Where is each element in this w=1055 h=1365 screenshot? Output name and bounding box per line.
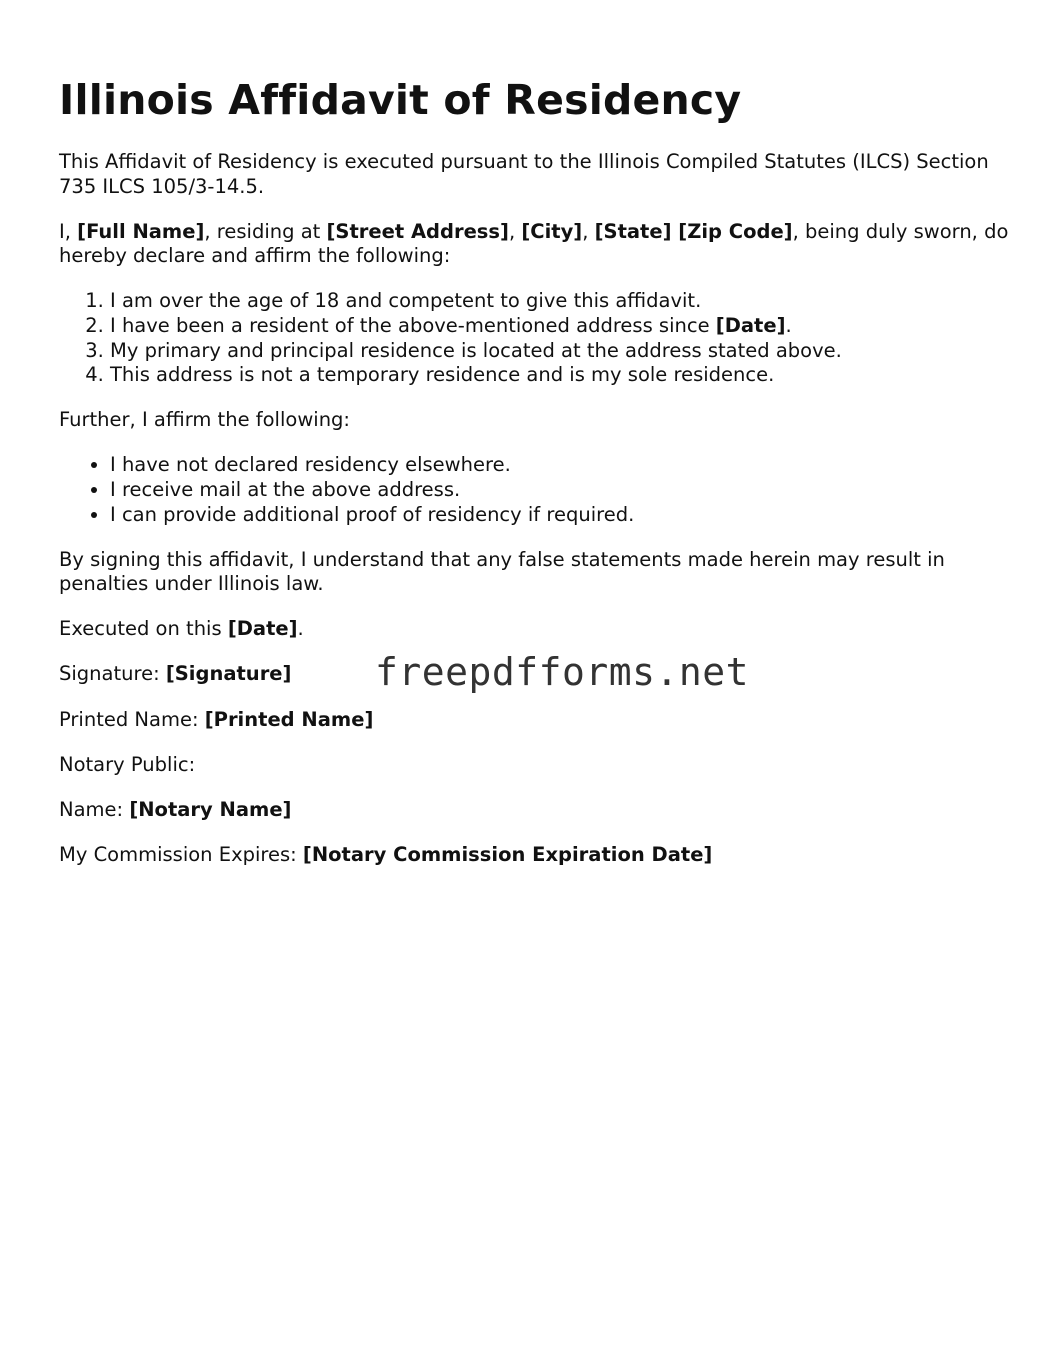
executed-end: .: [297, 617, 304, 641]
notary-name-placeholder: [Notary Name]: [129, 797, 292, 821]
residency-date-placeholder: [Date]: [715, 313, 786, 337]
residency-since-text: I have been a resident of the above-mentioned address since: [110, 313, 716, 337]
intro-paragraph: This Affidavit of Residency is executed pursuant to the Illinois Compiled Statutes (ILCS) Section 735 ILCS 105/3-14.5.: [59, 150, 989, 198]
list-item: 4. This address is not a temporary residence and is my sole residence.: [110, 363, 1009, 388]
list-item: • I have not declared residency elsewhere.: [110, 453, 1009, 478]
residency-since-end: .: [785, 313, 792, 337]
printed-name-label: Printed Name:: [59, 707, 205, 731]
street-address-placeholder: [Street Address]: [326, 219, 509, 243]
list-item: 3. My primary and principal residence is located at the address stated above.: [110, 339, 1009, 364]
declaration-text-5: , being duly sworn, do hereby declare and affirm the following:: [59, 219, 1009, 268]
full-name-placeholder: [Full Name]: [77, 219, 205, 243]
signature-placeholder: [Signature]: [165, 662, 292, 686]
signature-line: [59, 650, 1009, 695]
further-affirm-text: Further, I affirm the following:: [59, 408, 350, 432]
list-item: [110, 314, 1009, 339]
watermark: freepdfforms.net: [375, 650, 750, 695]
executed-label: Executed on this: [59, 617, 228, 641]
commission-date-placeholder: [Notary Commission Expiration Date]: [302, 842, 713, 866]
bullet-list: [59, 453, 1009, 527]
commission-line: [59, 843, 1009, 868]
city-placeholder: [City]: [521, 219, 583, 243]
affidavit-page: [59, 72, 1009, 888]
notary-public-heading: Notary Public:: [59, 752, 196, 776]
declaration-text-4: ,: [582, 219, 595, 243]
declaration-text-1: I,: [59, 219, 78, 243]
penalty-paragraph: By signing this affidavit, I understand that any false statements made herein may result in penalties under Illinois law.: [59, 547, 945, 596]
list-item: • I can provide additional proof of residency if required.: [110, 503, 1009, 528]
list-item: • I receive mail at the above address.: [110, 478, 1009, 503]
declaration-text-3: ,: [508, 219, 522, 243]
executed-line: [59, 617, 1009, 642]
state-zip-placeholder: [State] [Zip Code]: [594, 219, 793, 243]
declaration-text-2: , residing at: [204, 219, 327, 243]
declaration-paragraph: [59, 220, 1009, 269]
commission-label: My Commission Expires:: [59, 842, 303, 866]
affirmation-list: [59, 289, 1009, 387]
list-item: 1. I am over the age of 18 and competent to give this affidavit.: [110, 289, 1009, 314]
notary-name-label: Name:: [59, 797, 130, 821]
printed-name-line: [59, 708, 1009, 733]
document-title: Illinois Affidavit of Residency: [59, 76, 742, 124]
notary-name-line: [59, 798, 1009, 823]
printed-name-placeholder: [Printed Name]: [204, 707, 374, 731]
signature-label: Signature:: [59, 662, 166, 686]
executed-date-placeholder: [Date]: [227, 617, 298, 641]
